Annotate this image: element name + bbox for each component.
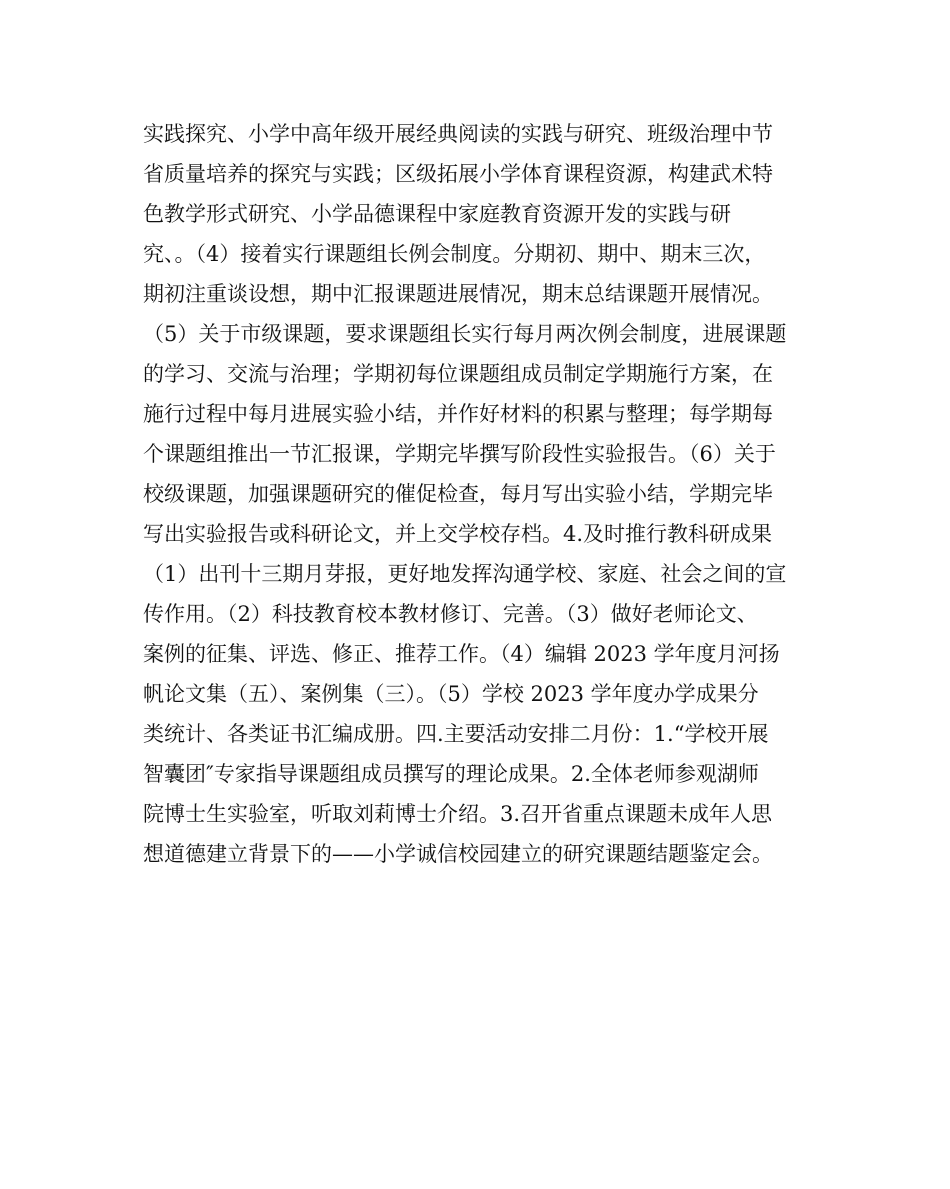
text-line: 施行过程中每月进展实验小结，并作好材料的积累与整理；每学期每 <box>143 402 773 426</box>
text-line: 传作用。（2）科技教育校本教材修订、完善。（3）做好老师论文、 <box>143 602 758 626</box>
text-line: 的学习、交流与治理；学期初每位课题组成员制定学期施行方案，在 <box>143 362 773 386</box>
text-line: 想道德建立背景下的——小学诚信校园建立的研究课题结题鉴定会。 <box>143 842 773 866</box>
text-line: （5）关于市级课题，要求课题组长实行每月两次例会制度，进展课题 <box>143 322 787 346</box>
text-line: 智囊团″专家指导课题组成员撰写的理论成果。2.全体老师参观湖师 <box>143 762 759 786</box>
text-line: 院博士生实验室，听取刘莉博士介绍。3.召开省重点课题未成年人思 <box>143 802 773 826</box>
text-line: 期初注重谈设想，期中汇报课题进展情况，期末总结课题开展情况。 <box>143 282 773 306</box>
body-text <box>143 114 823 874</box>
text-line: （1）出刊十三期月芽报，更好地发挥沟通学校、家庭、社会之间的宣 <box>143 562 787 586</box>
text-line: 写出实验报告或科研论文，并上交学校存档。4.及时推行教科研成果 <box>143 522 773 546</box>
text-line: 个课题组推出一节汇报课，学期完毕撰写阶段性实验报告。（6）关于 <box>143 442 776 466</box>
text-line: 帆论文集（五）、案例集（三）。（5）学校 2023 学年度办学成果分 <box>143 682 759 706</box>
text-line: 类统计、各类证书汇编成册。四.主要活动安排二月份：1.“学校开展 <box>143 722 769 746</box>
text-line: 案例的征集、评选、修正、推荐工作。（4）编辑 2023 学年度月河扬 <box>143 642 780 666</box>
text-line: 校级课题，加强课题研究的催促检查，每月写出实验小结，学期完毕 <box>143 482 773 506</box>
text-line: 省质量培养的探究与实践；区级拓展小学体育课程资源，构建武术特 <box>143 162 773 186</box>
text-line: 色教学形式研究、小学品德课程中家庭教育资源开发的实践与研 <box>143 202 731 226</box>
text-line: 究、。（4）接着实行课题组长例会制度。分期初、期中、期末三次， <box>143 242 766 266</box>
text-line: 实践探究、小学中高年级开展经典阅读的实践与研究、班级治理中节 <box>143 122 773 146</box>
